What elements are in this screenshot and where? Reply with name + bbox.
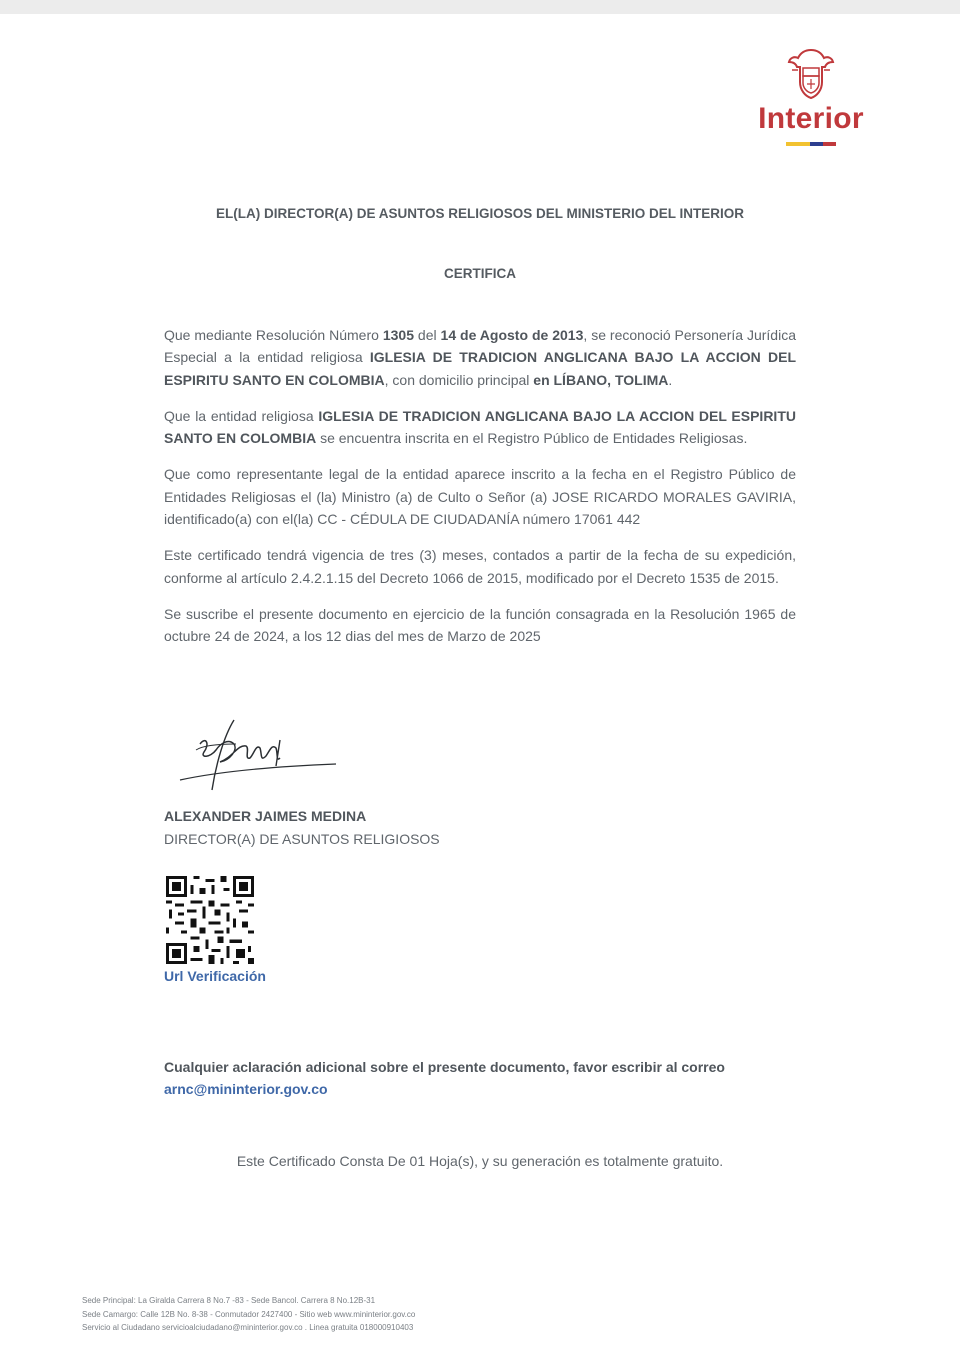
signer-name: ALEXANDER JAIMES MEDINA bbox=[164, 808, 367, 824]
paragraph-registration: Que la entidad religiosa IGLESIA DE TRADICION ANGLICANA BAJO LA ACCION DEL ESPIRITU SANTO EN COLOMBIA se encuentra inscrita en el Registro Público de Entidades Religiosas. bbox=[164, 407, 796, 447]
entity-location: en LÍBANO, TOLIMA bbox=[533, 371, 669, 388]
logo-wordmark: Interior bbox=[758, 102, 864, 135]
qr-code[interactable] bbox=[166, 876, 254, 964]
resolution-date: 14 de Agosto de 2013 bbox=[440, 327, 584, 343]
certificate-body bbox=[164, 324, 796, 662]
contact-note bbox=[164, 1056, 725, 1100]
paragraph-legal-representative: Que como representante legal de la entidad aparece inscrito a la fecha en el Registro Público de Entidades Religiosas el (la) Ministro (a) de Culto o Señor (a) JOSE RICARDO MORALES GAVIRIA, identificado(a) con el(la) CC - CÉDULA DE CIUDADANÍA número 17061 442 bbox=[164, 466, 796, 528]
paragraph-resolution: Que mediante Resolución Número 1305 del 14 de Agosto de 2013, se reconoció Personería Jurídica Especial a la entidad religiosa IGLESIA DE TRADICION ANGLICANA BAJO LA ACCION DEL ESPIRITU SANTO EN COLOMBIA, con domicilio principal en LÍBANO, TOLIMA. bbox=[164, 327, 796, 388]
footer-line-2: Sede Camargo: Calle 12B No. 8-38 - Conmutador 2427400 - Sitio web www.mininterior.gov.co bbox=[82, 1309, 416, 1319]
resolution-number: 1305 bbox=[382, 327, 414, 343]
verification-url-link[interactable]: Url Verificación bbox=[164, 968, 266, 984]
paragraph-signature-date: Se suscribe el presente documento en ejercicio de la función consagrada en la Resolución 1965 de octubre 24 de 2024, a los 12 dias del mes de Marzo de 2025 bbox=[164, 605, 796, 645]
issuer-title: EL(LA) DIRECTOR(A) DE ASUNTOS RELIGIOSOS DEL MINISTERIO DEL INTERIOR bbox=[215, 206, 745, 221]
footer-line-1: Sede Principal: La Giralda Carrera 8 No.7 -83 - Sede Bancol. Carrera 8 No.12B-31 bbox=[82, 1296, 376, 1305]
certifica-heading: CERTIFICA bbox=[444, 266, 516, 281]
contact-text: Cualquier aclaración adicional sobre el presente documento, favor escribir al correo bbox=[164, 1059, 725, 1075]
footer-address bbox=[82, 1294, 415, 1335]
flag-stripe bbox=[786, 142, 836, 146]
contact-email-link[interactable]: arnc@mininterior.gov.co bbox=[164, 1081, 328, 1097]
signer-title: DIRECTOR(A) DE ASUNTOS RELIGIOSOS bbox=[164, 831, 440, 847]
top-bar bbox=[0, 0, 960, 14]
coat-of-arms-icon bbox=[786, 48, 836, 100]
ministry-logo bbox=[748, 48, 874, 156]
page-count-note: Este Certificado Consta De 01 Hoja(s), y su generación es totalmente gratuito. bbox=[236, 1153, 724, 1169]
entity-name-2: IGLESIA DE TRADICION ANGLICANA BAJO LA ACCION DEL ESPIRITU SANTO EN COLOMBIA bbox=[164, 407, 796, 447]
paragraph-validity: Este certificado tendrá vigencia de tres (3) meses, contados a partir de la fecha de su expedición, conforme al artículo 2.4.2.1.15 del Decreto 1066 de 2015, modificado por el Decreto 1535 de 2015. bbox=[164, 547, 796, 586]
footer-line-3: Servicio al Ciudadano servicioalciudadano@mininterior.gov.co . Linea gratuita 018000910403 bbox=[82, 1323, 414, 1332]
entity-name: IGLESIA DE TRADICION ANGLICANA BAJO LA ACCION DEL ESPIRITU SANTO EN COLOMBIA bbox=[164, 349, 796, 388]
signature bbox=[176, 714, 346, 794]
